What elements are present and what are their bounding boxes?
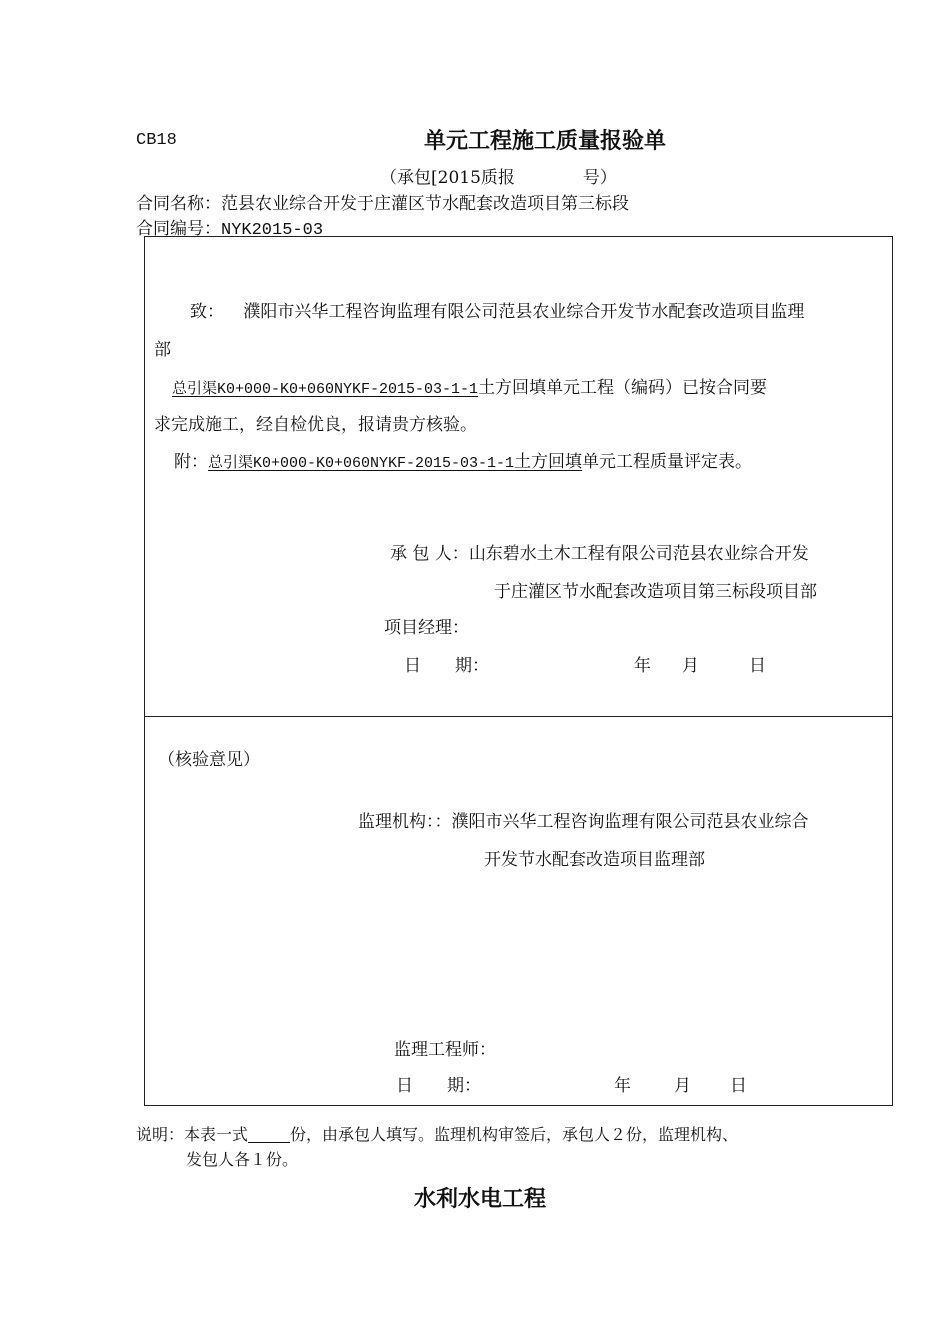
note-prefix: 说明：本表一式: [136, 1125, 249, 1144]
contractor-date-month: 月: [682, 656, 699, 676]
contractor-date-day: 日: [749, 656, 766, 676]
unit-project-line2: 求完成施工，经自检优良，报请贵方核验。: [154, 415, 477, 435]
review-opinion-label: （核验意见）: [158, 750, 260, 770]
note-suffix: 份，由承包人填写。监理机构审签后，承包人２份，监理机构、: [290, 1125, 739, 1144]
addressee-name: 濮阳市兴华工程咨询监理有限公司范县农业综合开发节水配套改造项目监理: [243, 302, 805, 322]
supervision-org-label: 监理机构：：: [358, 812, 452, 832]
form-code: CB18: [136, 131, 177, 150]
supervision-org-line: [358, 807, 809, 832]
project-manager-label: 项目经理：: [384, 618, 469, 638]
contract-no-value: NYK2015-03: [221, 221, 324, 240]
contract-name-row: [136, 189, 629, 214]
unit-project-ref: 总引渠K0+000-K0+060NYKF-2015-03-1-1: [172, 379, 479, 398]
contractor-label: 承 包 人：: [390, 544, 469, 564]
review-date-month: 月: [674, 1076, 691, 1096]
unit-project-text: 单元工程（编码）已按合同要: [546, 378, 768, 398]
contract-no-label: 合同编号：: [136, 219, 221, 239]
page-title: 单元工程施工质量报验单: [424, 129, 667, 154]
addressee-line: [190, 297, 804, 322]
report-number: （承包[2015质报 号）: [380, 168, 617, 188]
review-box: [144, 716, 893, 1106]
contractor-name: 山东碧水土木工程有限公司范县农业综合开发: [468, 544, 809, 564]
review-date-day: 日: [730, 1076, 747, 1096]
attachment-label: 附：: [174, 452, 208, 472]
addressee-name-cont: 部: [154, 340, 171, 360]
attachment-ref: 总引渠K0+000-K0+060NYKF-2015-03-1-1土方回填: [208, 452, 583, 472]
contractor-date-label: 日 期：: [404, 656, 489, 676]
addressee-label: 致：: [190, 302, 224, 322]
copies-blank: [248, 1126, 290, 1143]
unit-project-line: [172, 373, 767, 398]
contract-name-value: 范县农业综合开发于庄灌区节水配套改造项目第三标段: [221, 194, 629, 214]
contractor-line: [390, 539, 809, 564]
supervision-org-name: 濮阳市兴华工程咨询监理有限公司范县农业综合: [451, 812, 809, 832]
contractor-name-cont: 于庄灌区节水配套改造项目第三标段项目部: [494, 582, 817, 602]
attachment-line: [174, 447, 752, 472]
contractor-date-year: 年: [634, 656, 651, 676]
supervision-org-name-cont: 开发节水配套改造项目监理部: [484, 850, 705, 870]
review-date-year: 年: [614, 1076, 631, 1096]
contract-name-label: 合同名称：: [136, 194, 221, 214]
attachment-text: 单元工程质量评定表。: [582, 452, 753, 472]
note-line: [136, 1122, 738, 1145]
supervision-engineer-label: 监理工程师：: [394, 1040, 496, 1060]
review-date-label: 日 期：: [396, 1076, 481, 1096]
unit-project-name: 土方回填: [478, 378, 547, 398]
note-line2: 发包人各１份。: [186, 1150, 299, 1169]
footer-heading: 水利水电工程: [414, 1187, 547, 1212]
